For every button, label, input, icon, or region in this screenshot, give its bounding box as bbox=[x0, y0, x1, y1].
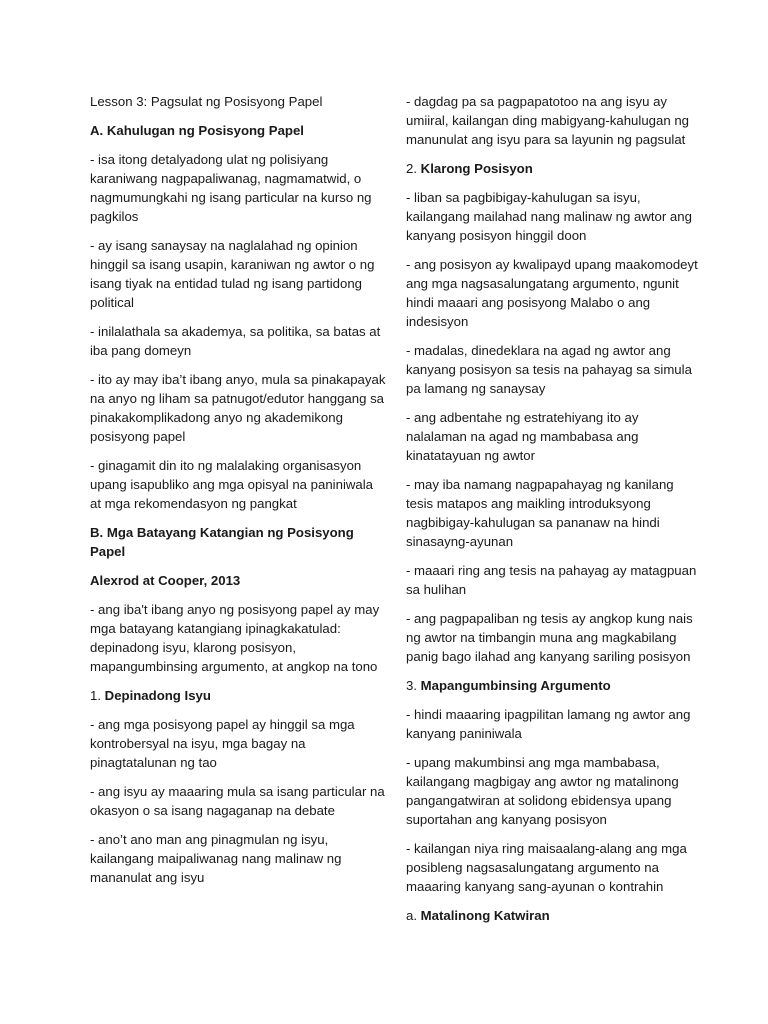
bullet-paragraph: - ay isang sanaysay na naglalahad ng opinion hinggil sa isang usapin, karaniwan ng awtor o ng isang tiyak na entidad tulad ng isang partidong political bbox=[90, 238, 375, 310]
left-column bbox=[90, 92, 386, 897]
bullet-paragraph: - ang posisyon ay kwalipayd upang maakomodeyt ang mga nagsasalungatang argumento, ngunit hindi maaari ang posisyong Malabo o ang indesisyon bbox=[406, 257, 698, 329]
bullet-paragraph: - ang mga posisyong papel ay hinggil sa mga kontrobersyal na isyu, mga bagay na pinagtatalunan ng tao bbox=[90, 717, 355, 770]
lesson-title: Lesson 3: Pagsulat ng Posisyong Papel bbox=[90, 94, 323, 109]
bullet-paragraph: - madalas, dinedeklara na agad ng awtor ang kanyang posisyon sa tesis na pahayag sa simula pa lamang ng sanaysay bbox=[406, 343, 692, 396]
heading-text: Klarong Posisyon bbox=[420, 161, 533, 176]
bullet-paragraph: - isa itong detalyadong ulat ng polisiyang karaniwang nagpapaliwanag, nagmamatwid, o nagmumungkahi ng isang particular na kurso ng pagkilos bbox=[90, 152, 372, 224]
heading-number: a. bbox=[406, 908, 421, 923]
heading-number: 2. bbox=[406, 161, 421, 176]
bullet-paragraph: - may iba namang nagpapahayag ng kanilang tesis matapos ang maikling introduksyong nagbibigay-kahulugan sa pananaw na hindi sinasayng-ayunan bbox=[406, 477, 674, 549]
section-heading: B. Mga Batayang Katangian ng Posisyong Papel bbox=[90, 525, 354, 559]
numbered-heading bbox=[406, 906, 702, 925]
bullet-paragraph: - upang makumbinsi ang mga mambabasa, kailangang magbigay ang awtor ng matalinong pangangatwiran at solidong ebidensya upang suportahan ang kanyang posisyon bbox=[406, 755, 679, 827]
heading-text: Matalinong Katwiran bbox=[420, 908, 550, 923]
bullet-paragraph: - ang isyu ay maaaring mula sa isang particular na okasyon o sa isang nagaganap na debate bbox=[90, 784, 385, 818]
bullet-paragraph: - ang iba't ibang anyo ng posisyong papel ay may mga batayang katangiang ipinagkakatulad: depinadong isyu, klarong posisyon, mapangumbinsing argumento, at angkop na tono bbox=[90, 602, 380, 674]
bullet-paragraph: - inilalathala sa akademya, sa politika, sa batas at iba pang domeyn bbox=[90, 324, 381, 358]
bullet-paragraph: - liban sa pagbibigay-kahulugan sa isyu, kailangang mailahad nang malinaw ng awtor ang kanyang posisyon hinggil doon bbox=[406, 190, 692, 243]
numbered-heading bbox=[406, 159, 702, 178]
heading-text: Depinadong Isyu bbox=[104, 688, 211, 703]
bullet-paragraph: - ang adbentahe ng estratehiyang ito ay nalalaman na agad ng mambabasa ang kinatatayuan ng awtor bbox=[406, 410, 639, 463]
section-heading: Alexrod at Cooper, 2013 bbox=[90, 573, 241, 588]
numbered-heading bbox=[406, 676, 702, 695]
bullet-paragraph: - kailangan niya ring maisaalang-alang ang mga posibleng nagsasalungatang argumento na maaaring kanyang sang-ayunan o kontrahin bbox=[406, 841, 687, 894]
heading-number: 1. bbox=[90, 688, 105, 703]
bullet-paragraph: - ginagamit din ito ng malalaking organisasyon upang isapubliko ang mga opisyal na paniniwala at mga rekomendasyon ng pangkat bbox=[90, 458, 373, 511]
numbered-heading bbox=[90, 686, 386, 705]
right-column bbox=[406, 92, 702, 935]
bullet-paragraph: - dagdag pa sa pagpapatotoo na ang isyu ay umiiral, kailangan ding mabigyang-kahulugan ng manunulat ang isyu para sa layunin ng pagsulat bbox=[406, 94, 689, 147]
section-heading: A. Kahulugan ng Posisyong Papel bbox=[90, 123, 304, 138]
bullet-paragraph: - ang pagpapaliban ng tesis ay angkop kung nais ng awtor na timbangin muna ang magkabilang panig bago ilahad ang kanyang sariling posisyon bbox=[406, 611, 693, 664]
bullet-paragraph: - maaari ring ang tesis na pahayag ay matagpuan sa hulihan bbox=[406, 563, 697, 597]
heading-number: 3. bbox=[406, 678, 421, 693]
bullet-paragraph: - ano’t ano man ang pinagmulan ng isyu, kailangang maipaliwanag nang malinaw ng mananulat ang isyu bbox=[90, 832, 342, 885]
heading-text: Mapangumbinsing Argumento bbox=[420, 678, 611, 693]
bullet-paragraph: - hindi maaaring ipagpilitan lamang ng awtor ang kanyang paniniwala bbox=[406, 707, 691, 741]
bullet-paragraph: - ito ay may iba’t ibang anyo, mula sa pinakapayak na anyo ng liham sa patnugot/edutor hanggang sa pinakakomplikadong anyo ng akademikong posisyong papel bbox=[90, 372, 386, 444]
